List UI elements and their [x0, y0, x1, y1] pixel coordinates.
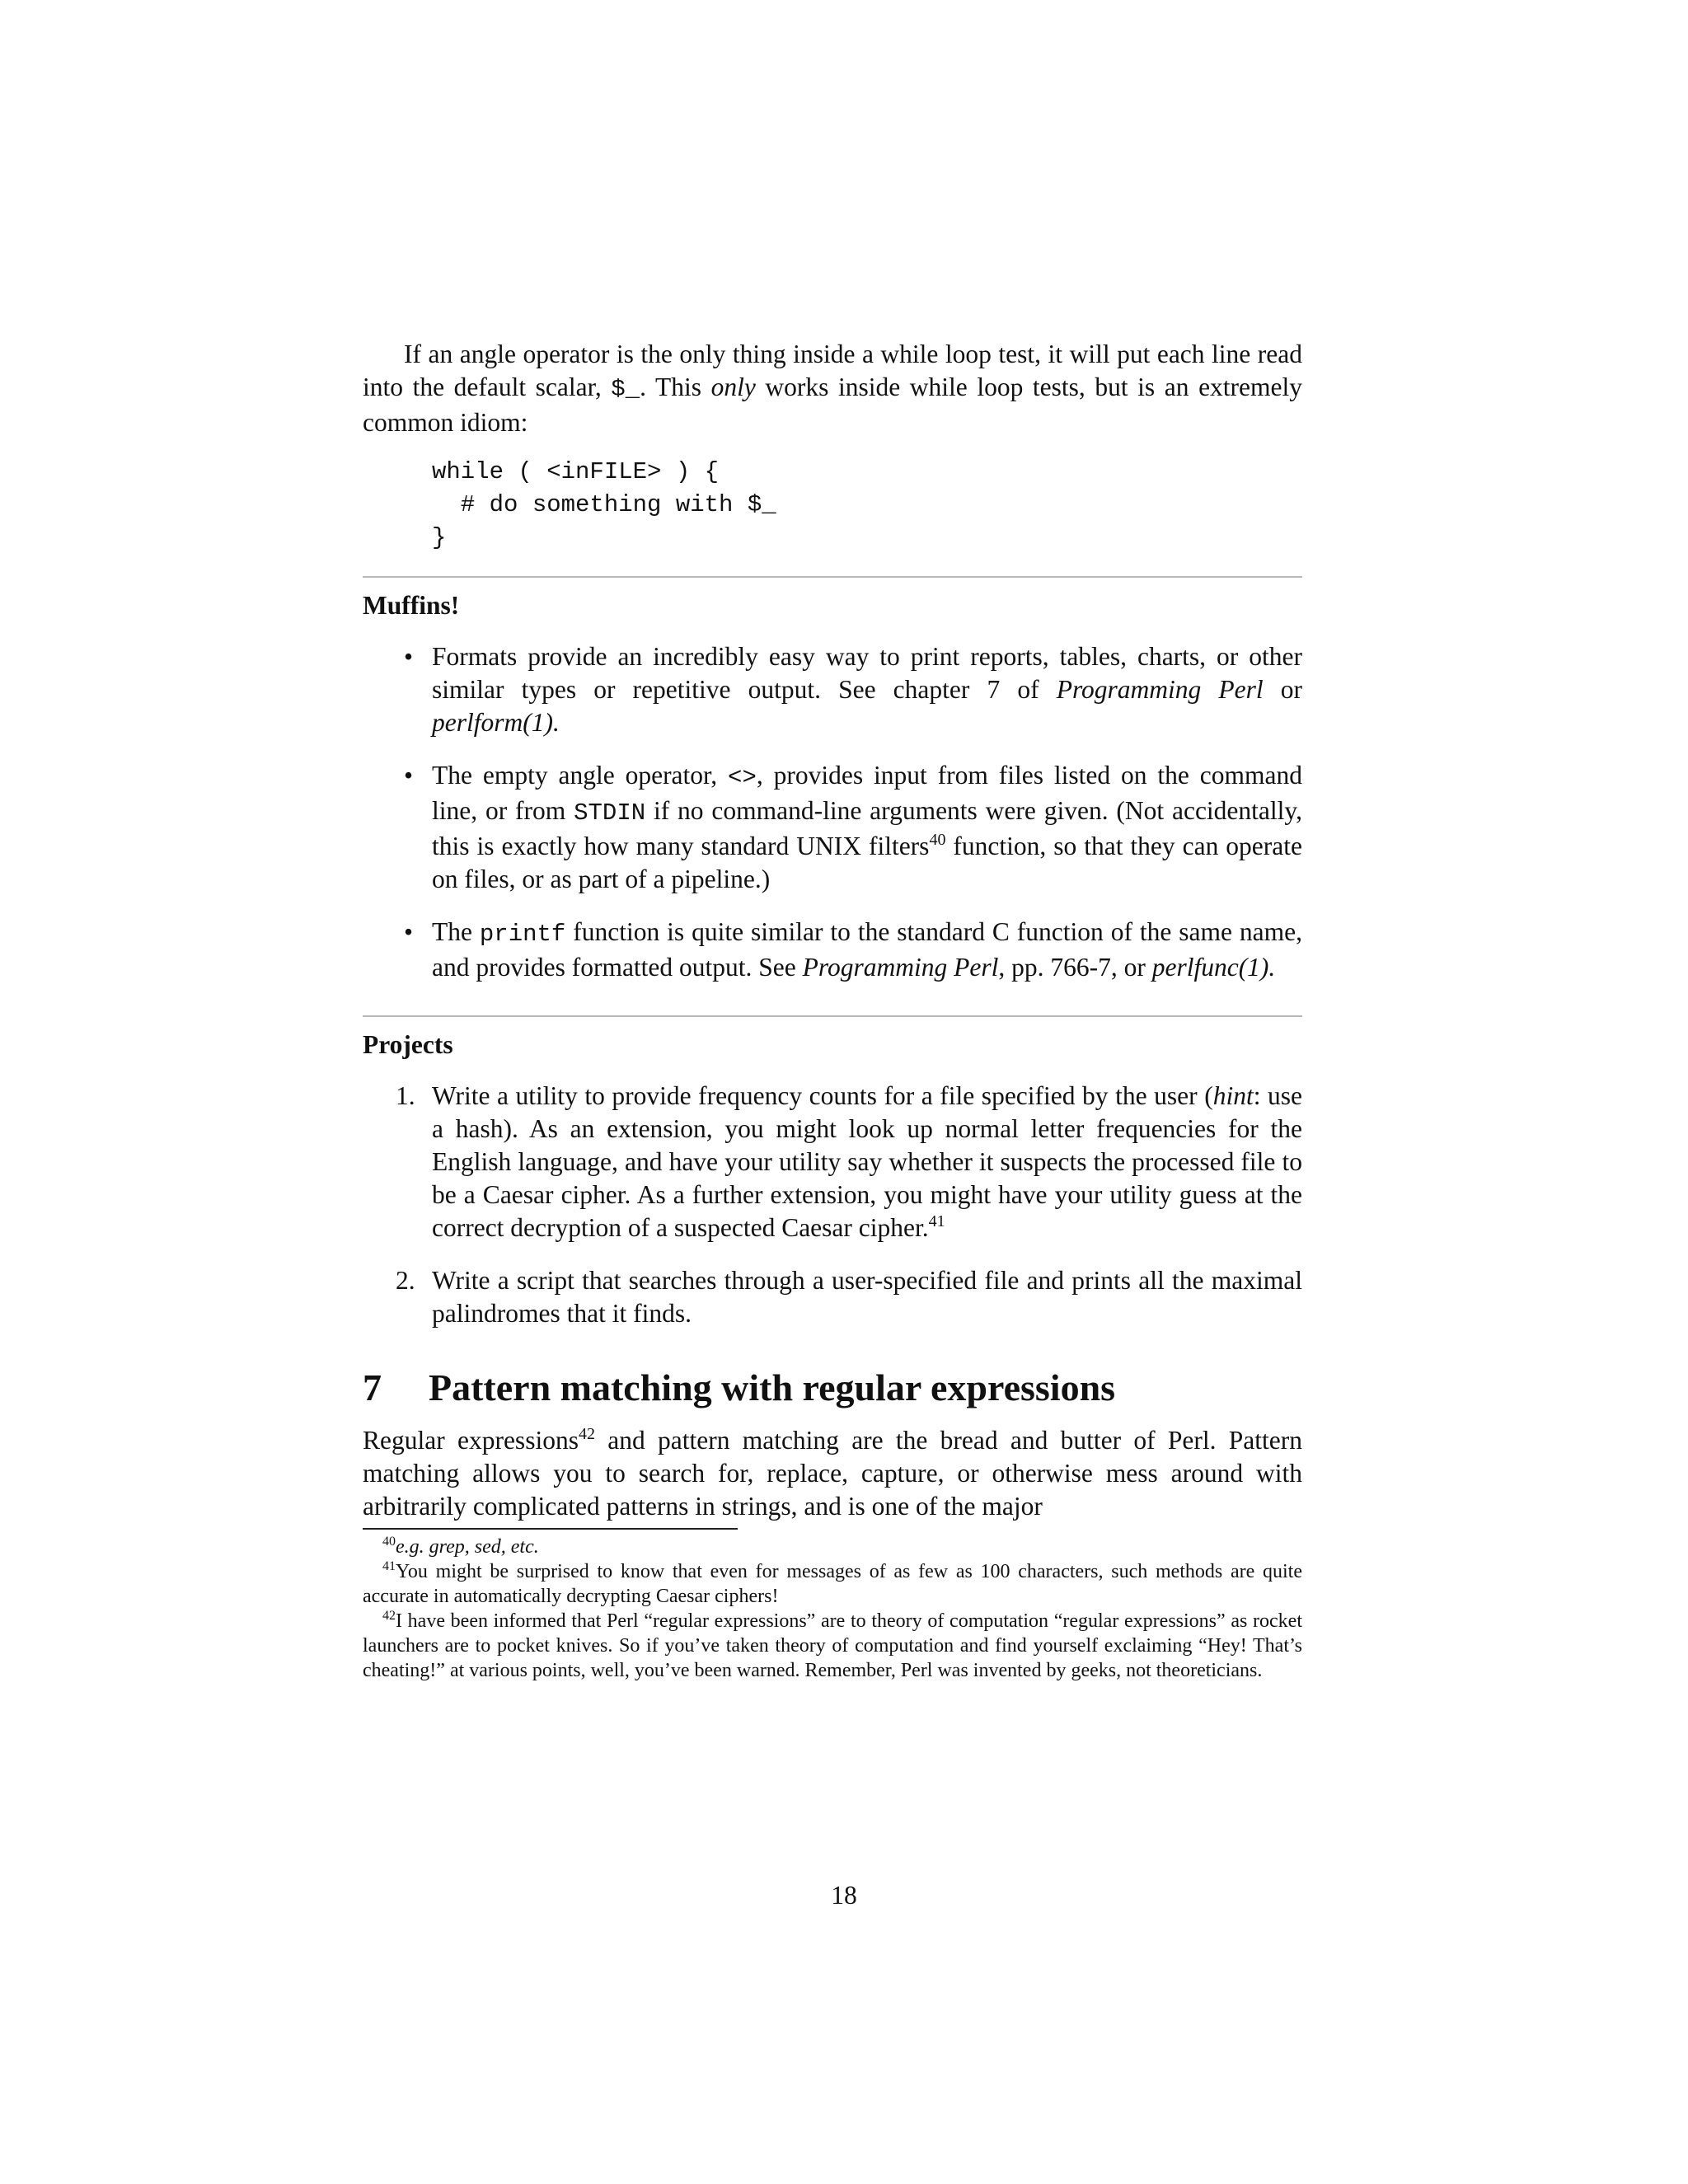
- footnote-ref-42[interactable]: 42: [578, 1425, 595, 1443]
- footnote-number: 42: [382, 1609, 396, 1623]
- muffins-item-text: The empty angle operator,: [432, 761, 729, 790]
- bullet-icon: •: [404, 917, 414, 946]
- bullet-icon: •: [404, 642, 414, 671]
- projects-title: Projects: [363, 1030, 453, 1059]
- bullet-icon: •: [404, 761, 414, 790]
- footnote-41: [363, 1559, 1302, 1609]
- project-text: : use a hash). As an extension, you might look up normal letter frequencies for the English language, and have your utility say whether it suspects the processed file to be a Caesar cipher. As a further extension, you might have your utility guess at the correct decryption of a suspected Caesar cipher.: [432, 1081, 1302, 1242]
- hint-emphasis: hint: [1212, 1081, 1254, 1110]
- footnote-ref-40[interactable]: 40: [929, 831, 946, 849]
- section-text: and pattern matching are the bread and butter of Perl. Pattern matching allows you to search for, replace, capture, or otherwise mess around with arbitrarily complicated patterns in strings, and is one of the major: [363, 1426, 1302, 1521]
- section-text: Regular expressions: [363, 1426, 579, 1455]
- muffins-top-rule: [363, 576, 1302, 578]
- default-scalar-code: $_: [611, 376, 640, 403]
- list-number: 1.: [396, 1081, 415, 1110]
- while-loop-code-block: while ( <inFILE> ) { # do something with $_ }: [432, 458, 776, 551]
- intro-emphasis: only: [710, 373, 756, 401]
- section-number: 7: [363, 1366, 382, 1408]
- muffins-title: Muffins!: [363, 591, 460, 620]
- intro-text: If an angle operator is the only thing inside a while loop test, it will put each line read into the default scalar,: [363, 340, 1302, 401]
- printf-code: printf: [479, 921, 566, 948]
- footnote-42: [363, 1609, 1302, 1683]
- muffins-item-text: Formats provide an incredibly easy way to print reports, tables, charts, or other similar types or repetitive output. See chapter 7 of: [432, 642, 1302, 704]
- project-text: Write a script that searches through a user-specified file and prints all the maximal palindromes that it finds.: [432, 1266, 1302, 1328]
- section-heading: [363, 1363, 1302, 1413]
- section-paragraph: [363, 1424, 1302, 1523]
- project-item-palindromes: [363, 1264, 1302, 1330]
- muffins-item-formats: [363, 640, 1302, 739]
- manpage-reference: perlfunc(1).: [1151, 953, 1276, 982]
- book-title: Programming Perl: [1056, 675, 1264, 704]
- footnote-number: 40: [382, 1535, 396, 1549]
- muffins-item-text: function, so that they can operate on files, or as part of a pipeline.): [432, 832, 1302, 893]
- projects-list: [363, 1080, 1302, 1330]
- footnote-ref-41[interactable]: 41: [928, 1212, 945, 1230]
- list-number: 2.: [396, 1266, 415, 1295]
- intro-text: works inside while loop tests, but is an extremely common idiom:: [363, 373, 1303, 437]
- footnotes: [363, 1535, 1302, 1683]
- project-item-frequency: [363, 1080, 1302, 1244]
- footnote-text: You might be surprised to know that even for messages of as few as 100 characters, such methods are quite accurate in automatically decrypting Caesar ciphers!: [363, 1561, 1302, 1607]
- muffins-list: [363, 640, 1302, 984]
- footnote-number: 41: [382, 1559, 396, 1573]
- footnote-40: [363, 1535, 1302, 1559]
- angle-operator-code: <>: [728, 764, 757, 791]
- muffins-item-printf: [363, 916, 1302, 984]
- page-number: 18: [831, 1881, 857, 1910]
- intro-paragraph: [363, 338, 1302, 439]
- muffins-item-text: , provides input from files listed on the command line, or from: [432, 761, 1302, 825]
- book-title: Programming Perl: [802, 953, 999, 982]
- muffins-item-text: , pp. 766-7, or: [998, 953, 1152, 982]
- muffins-item-text: if no command-line arguments were given. (Not accidentally, this is exactly how many standard UNIX filters: [432, 796, 1302, 860]
- section-title: Pattern matching with regular expressions: [429, 1366, 1116, 1408]
- footnote-text: I have been informed that Perl “regular expressions” are to theory of computation “regular expressions” as rocket launchers are to pocket knives. So if you’ve taken theory of computation and find yourself exclaiming “Hey! That’s cheating!” at various points, well, you’ve been warned. Remember, Perl was invented by geeks, not theoreticians.: [363, 1610, 1302, 1681]
- projects-top-rule: [363, 1015, 1302, 1017]
- stdin-code: STDIN: [574, 799, 646, 827]
- muffins-item-text: The: [432, 917, 480, 946]
- intro-text: . This: [640, 373, 711, 401]
- project-text: Write a utility to provide frequency counts for a file specified by the user (: [432, 1081, 1213, 1110]
- footnote-text: e.g. grep, sed, etc.: [396, 1536, 539, 1558]
- manpage-reference: perlform(1).: [432, 708, 560, 737]
- footnote-rule: [363, 1528, 738, 1530]
- muffins-item-angle-operator: [363, 759, 1302, 896]
- muffins-item-text: function is quite similar to the standard C function of the same name, and provides formatted output. See: [432, 917, 1302, 982]
- muffins-item-text: or: [1263, 675, 1302, 704]
- document-page: [363, 338, 1302, 1683]
